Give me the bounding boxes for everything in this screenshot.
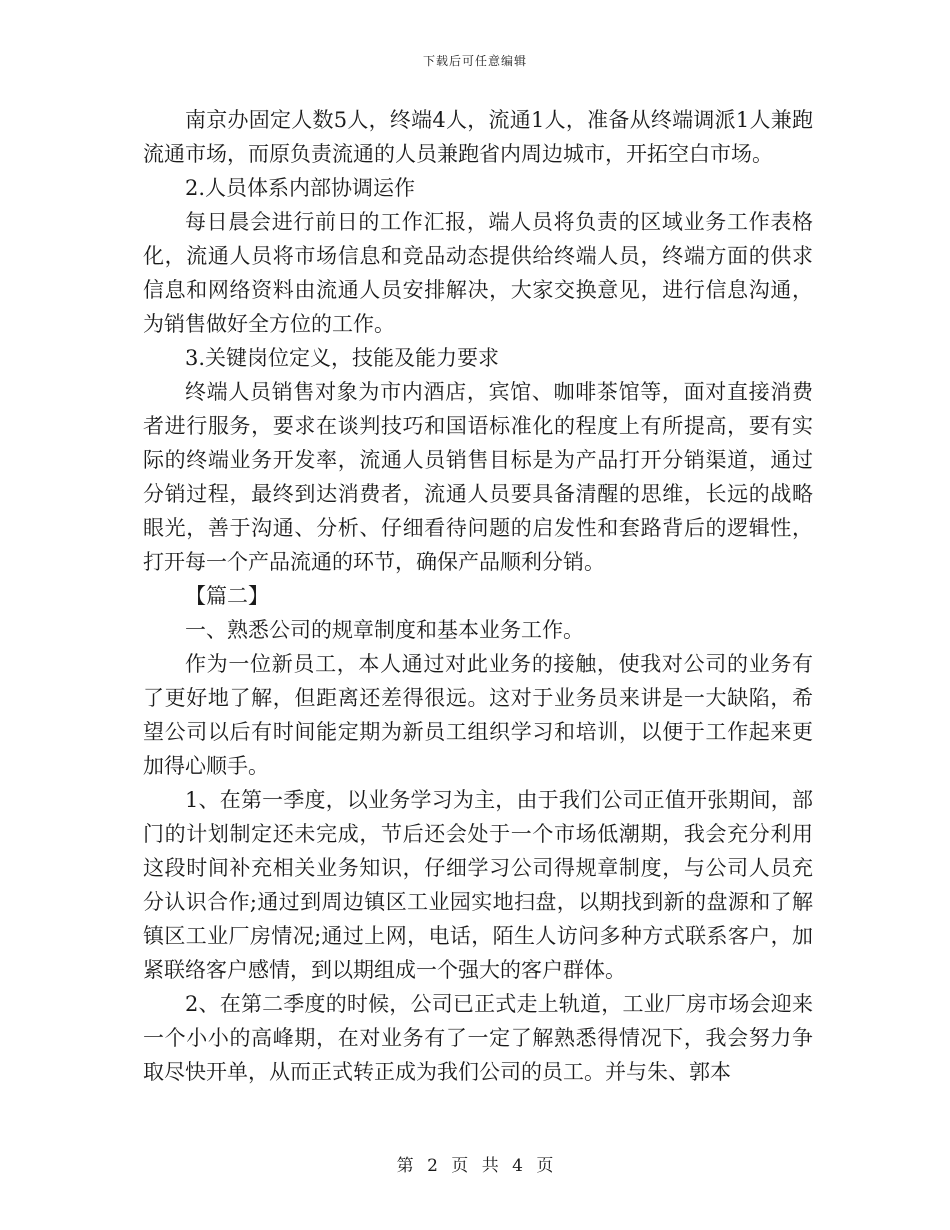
- section-heading: 3.关键岗位定义，技能及能力要求: [185, 346, 500, 370]
- page-footer: [0, 1151, 950, 1176]
- section-heading: 2.人员体系内部协调运作: [185, 176, 416, 200]
- page-number: 2: [427, 1156, 438, 1176]
- section-heading: 一、熟悉公司的规章制度和基本业务工作。: [185, 618, 584, 642]
- total-unit: 页: [536, 1156, 554, 1176]
- paragraph: 作为一位新员工，本人通过对此业务的接触，使我对公司的业务有了更好地了解，但距离还差得很远。这对于业务员来讲是一大缺陷，希望公司以后有时间能定期为新员工组织学习和培训，以便于工作起来更加得心顺手。: [143, 652, 813, 778]
- paragraph: 每日晨会进行前日的工作汇报，端人员将负责的区域业务工作表格化，流通人员将市场信息和竞品动态提供给终端人员，终端方面的供求信息和网络资料由流通人员安排解决，大家交换意见，进行信息沟通，为销售做好全方位的工作。: [143, 210, 813, 336]
- paragraph: 终端人员销售对象为市内酒店，宾馆、咖啡茶馆等，面对直接消费者进行服务，要求在谈判技巧和国语标准化的程度上有所提高，要有实际的终端业务开发率，流通人员销售目标是为产品打开分销渠道，通过分销过程，最终到达消费者，流通人员要具备清醒的思维，长远的战略眼光，善于沟通、分析、仔细看待问题的启发性和套路背后的逻辑性，打开每一个产品流通的环节，确保产品顺利分销。: [143, 380, 813, 574]
- total-label: 共: [481, 1156, 499, 1176]
- page-label: 第: [396, 1156, 414, 1176]
- page-header: 下载后可任意编辑: [422, 54, 527, 68]
- part-heading: 【篇二】: [185, 584, 269, 608]
- document-body: [143, 103, 813, 1089]
- total-pages: 4: [512, 1156, 523, 1176]
- page-unit: 页: [451, 1156, 469, 1176]
- paragraph: 2、在第二季度的时候，公司已正式走上轨道，工业厂房市场会迎来一个小小的高峰期，在对业务有了一定了解熟悉得情况下，我会努力争取尽快开单，从而正式转正成为我们公司的员工。并与朱、郭本: [143, 992, 813, 1084]
- paragraph: 1、在第一季度，以业务学习为主，由于我们公司正值开张期间，部门的计划制定还未完成，节后还会处于一个市场低潮期，我会充分利用这段时间补充相关业务知识，仔细学习公司得规章制度，与公司人员充分认识合作;通过到周边镇区工业园实地扫盘，以期找到新的盘源和了解镇区工业厂房情况;通过上网，电话，陌生人访问多种方式联系客户，加紧联络客户感情，到以期组成一个强大的客户群体。: [143, 788, 813, 982]
- paragraph: 南京办固定人数5人，终端4人，流通1人，准备从终端调派1人兼跑流通市场，而原负责流通的人员兼跑省内周边城市，开拓空白市场。: [143, 108, 813, 166]
